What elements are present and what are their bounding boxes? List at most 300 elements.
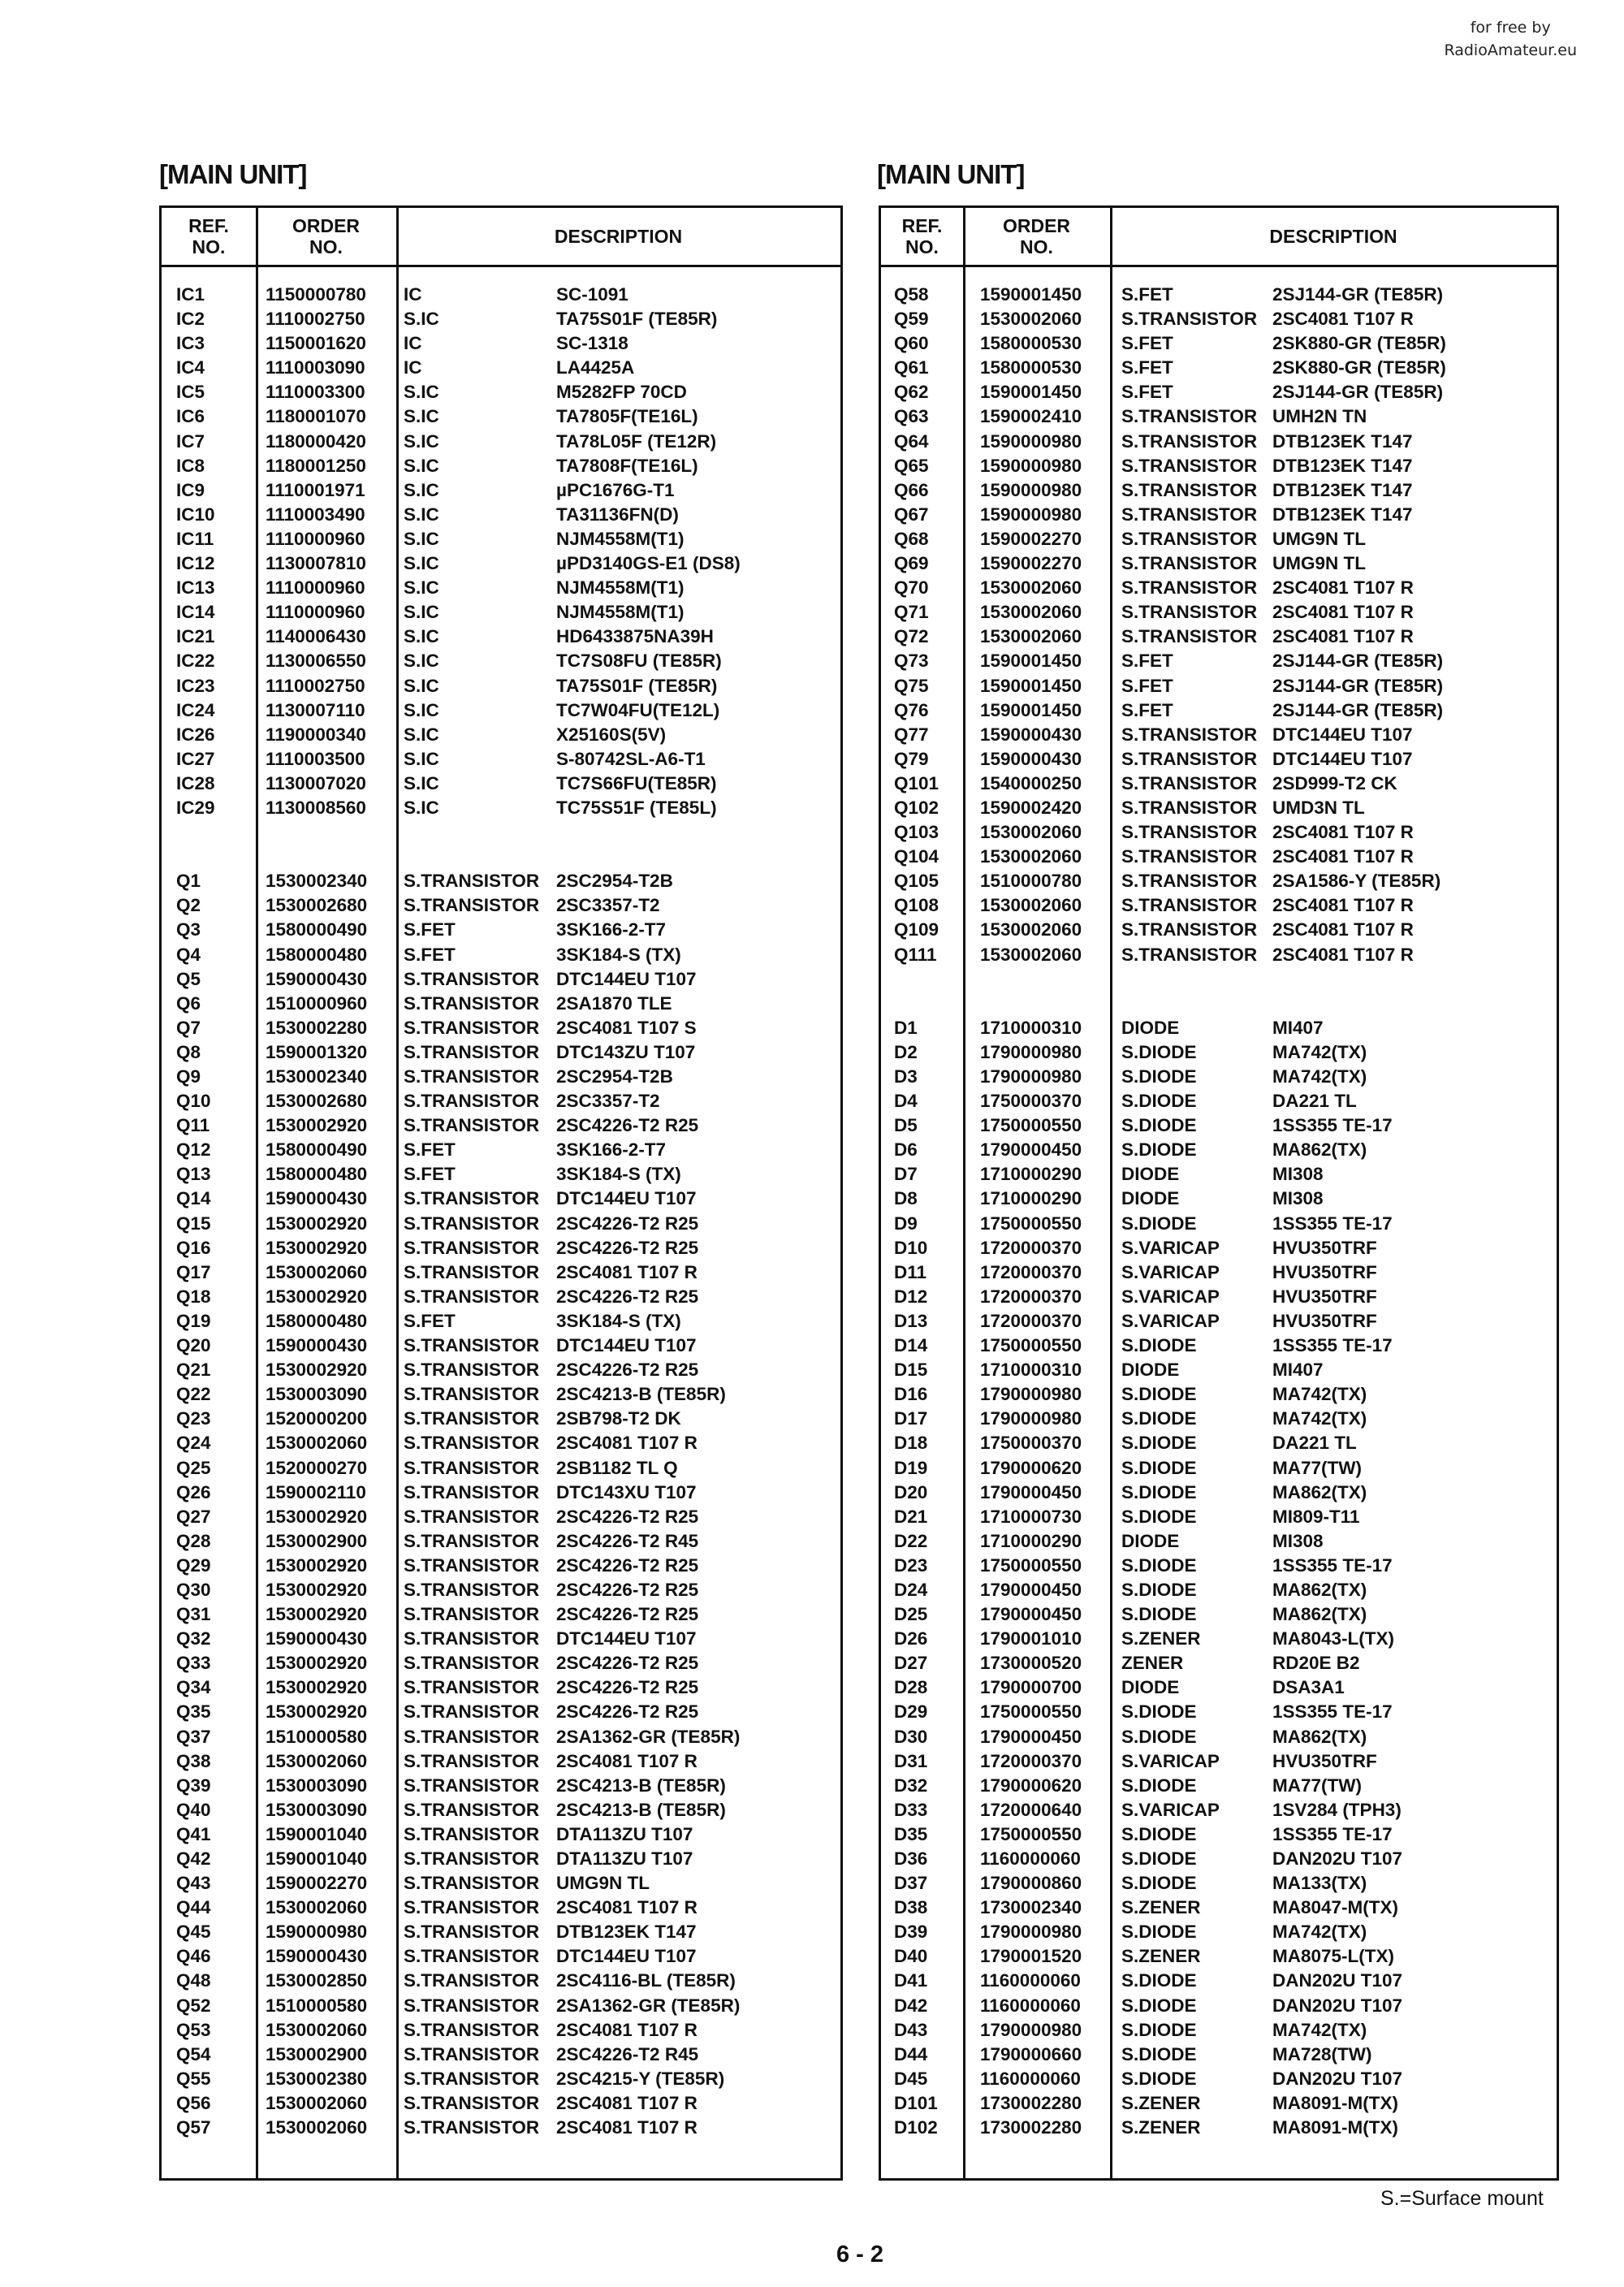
ref-no: IC4 bbox=[176, 357, 205, 378]
part-type: S.IC bbox=[404, 504, 439, 525]
order-no: 1580000490 bbox=[266, 1139, 368, 1161]
order-no: 1530002060 bbox=[266, 1897, 368, 1918]
part-number: DTB123EK T147 bbox=[1272, 430, 1413, 452]
part-type: S.VARICAP bbox=[1121, 1310, 1220, 1331]
part-number: SC-1091 bbox=[556, 284, 628, 305]
part-number: NJM4558M(T1) bbox=[556, 602, 685, 623]
table-row bbox=[162, 1529, 840, 1554]
order-no: 1530002680 bbox=[266, 895, 368, 916]
part-type: S.TRANSISTOR bbox=[404, 1286, 540, 1307]
ref-no: Q9 bbox=[176, 1066, 201, 1087]
table-row bbox=[162, 2091, 840, 2116]
ref-no: D38 bbox=[894, 1897, 928, 1918]
ref-no: Q59 bbox=[894, 309, 929, 330]
part-number: DTC144EU T107 bbox=[1272, 748, 1413, 769]
order-no: 1160000060 bbox=[980, 1995, 1081, 2016]
part-type: S.VARICAP bbox=[1121, 1261, 1220, 1282]
order-no: 1750000550 bbox=[980, 1115, 1082, 1136]
order-no: 1730000520 bbox=[980, 1653, 1082, 1674]
order-no: 1540000250 bbox=[980, 772, 1082, 793]
order-no: 1790001520 bbox=[980, 1946, 1082, 1967]
part-type: S.IC bbox=[404, 699, 439, 720]
ref-no: D2 bbox=[894, 1041, 918, 1062]
table-row bbox=[162, 1162, 840, 1187]
ref-no: Q79 bbox=[894, 748, 929, 769]
part-type: S.TRANSISTOR bbox=[404, 1213, 540, 1234]
part-type: S.TRANSISTOR bbox=[404, 1628, 540, 1649]
table-row bbox=[162, 1627, 840, 1651]
table-row bbox=[162, 503, 840, 527]
part-type: S.TRANSISTOR bbox=[1121, 871, 1258, 892]
ref-no: IC8 bbox=[176, 455, 205, 476]
order-no: 1590001040 bbox=[266, 1848, 368, 1869]
part-type: S.VARICAP bbox=[1121, 1750, 1220, 1771]
ref-no: Q35 bbox=[176, 1701, 211, 1723]
part-type: S.TRANSISTOR bbox=[404, 2092, 540, 2113]
order-no: 1160000060 bbox=[980, 2068, 1081, 2089]
table-row bbox=[162, 1969, 840, 1993]
ref-no: Q31 bbox=[176, 1604, 211, 1625]
part-type: S.TRANSISTOR bbox=[404, 1897, 540, 1918]
part-number: MA77(TW) bbox=[1272, 1457, 1362, 1478]
order-no: 1520000270 bbox=[266, 1457, 368, 1478]
table-row bbox=[881, 1602, 1557, 1627]
table-row bbox=[881, 1260, 1557, 1285]
part-type: S.DIODE bbox=[1121, 1701, 1197, 1723]
part-number: 1SS355 TE-17 bbox=[1272, 1335, 1393, 1356]
order-no: 1530002900 bbox=[266, 1530, 368, 1551]
part-number: 2SC4213-B (TE85R) bbox=[556, 1775, 726, 1796]
ref-no: IC26 bbox=[176, 724, 215, 745]
part-number: DTC143ZU T107 bbox=[556, 1041, 696, 1062]
order-no: 1130006550 bbox=[266, 651, 366, 672]
order-no: 1580000480 bbox=[266, 1310, 368, 1331]
blank-row bbox=[162, 820, 840, 845]
part-type: S.IC bbox=[404, 577, 439, 599]
order-no: 1530002060 bbox=[266, 1433, 368, 1454]
ref-no: D44 bbox=[894, 2043, 928, 2064]
part-type: S.TRANSISTOR bbox=[404, 1506, 540, 1527]
order-no: 1590000430 bbox=[266, 1188, 368, 1209]
part-number: 2SC4226-T2 R25 bbox=[556, 1604, 699, 1625]
ref-no: D101 bbox=[894, 2092, 938, 2113]
order-no: 1790000450 bbox=[980, 1579, 1082, 1600]
part-number: MA8043-L(TX) bbox=[1272, 1628, 1395, 1649]
part-number: MA742(TX) bbox=[1272, 2019, 1367, 2040]
part-type: S.TRANSISTOR bbox=[404, 1188, 540, 1209]
part-type: S.TRANSISTOR bbox=[1121, 797, 1258, 818]
order-no: 1530002060 bbox=[980, 602, 1082, 623]
order-no: 1110002750 bbox=[266, 675, 365, 696]
part-type: S.TRANSISTOR bbox=[1121, 724, 1258, 745]
table-row bbox=[881, 1382, 1557, 1407]
part-number: UMG9N TL bbox=[1272, 528, 1366, 549]
order-no: 1530002060 bbox=[980, 822, 1082, 843]
ref-no: Q101 bbox=[894, 772, 939, 793]
part-type: S.TRANSISTOR bbox=[1121, 748, 1258, 769]
order-no: 1590002420 bbox=[980, 797, 1082, 818]
table-header bbox=[162, 208, 840, 267]
ref-no: Q20 bbox=[176, 1335, 211, 1356]
part-number: DAN202U T107 bbox=[1272, 2068, 1403, 2089]
order-no: 1750000550 bbox=[980, 1701, 1082, 1723]
table-row bbox=[881, 845, 1557, 869]
order-no: 1530002060 bbox=[980, 577, 1082, 599]
order-no: 1530002920 bbox=[266, 1286, 368, 1307]
ref-no: Q23 bbox=[176, 1408, 211, 1429]
part-type: S.DIODE bbox=[1121, 1775, 1197, 1796]
order-no: 1720000640 bbox=[980, 1799, 1082, 1820]
table-row bbox=[881, 1774, 1557, 1798]
part-number: 2SC4116-BL (TE85R) bbox=[556, 1970, 736, 1991]
part-type: S.IC bbox=[404, 675, 439, 696]
ref-no: D25 bbox=[894, 1604, 928, 1625]
part-number: UMD3N TL bbox=[1272, 797, 1365, 818]
part-type: DIODE bbox=[1121, 1677, 1180, 1698]
order-no: 1790000980 bbox=[980, 1384, 1082, 1405]
order-no: 1710000310 bbox=[980, 1017, 1082, 1038]
table-row bbox=[162, 2043, 840, 2067]
header-ref-no bbox=[162, 208, 256, 265]
table-row bbox=[881, 331, 1557, 356]
table-row bbox=[881, 1554, 1557, 1578]
ref-no: Q22 bbox=[176, 1384, 211, 1405]
table-row bbox=[881, 1700, 1557, 1724]
part-type: S.DIODE bbox=[1121, 1873, 1197, 1894]
part-number: S-80742SL-A6-T1 bbox=[556, 748, 706, 769]
ref-no: IC11 bbox=[176, 528, 214, 549]
ref-no: Q2 bbox=[176, 895, 201, 916]
part-type: S.IC bbox=[404, 748, 439, 769]
ref-no: D41 bbox=[894, 1970, 928, 1991]
part-type: S.FET bbox=[1121, 651, 1173, 672]
ref-no: Q55 bbox=[176, 2068, 211, 2089]
table-row bbox=[881, 723, 1557, 747]
table-row bbox=[162, 1187, 840, 1211]
order-no: 1710000290 bbox=[980, 1530, 1082, 1551]
table-row bbox=[881, 1236, 1557, 1260]
table-row bbox=[881, 2018, 1557, 2043]
header-order-label: ORDER bbox=[292, 215, 361, 236]
table-row bbox=[162, 1871, 840, 1896]
part-number: LA4425A bbox=[556, 357, 635, 378]
part-number: MA862(TX) bbox=[1272, 1481, 1367, 1502]
order-no: 1590000430 bbox=[266, 1335, 368, 1356]
table-row bbox=[881, 1334, 1557, 1358]
table-row bbox=[881, 1481, 1557, 1505]
ref-no: IC29 bbox=[176, 797, 215, 818]
part-number: 2SC4081 T107 R bbox=[1272, 895, 1414, 916]
part-number: DTC144EU T107 bbox=[556, 1188, 697, 1209]
part-number: 2SJ144-GR (TE85R) bbox=[1272, 699, 1444, 720]
order-no: 1530002920 bbox=[266, 1653, 368, 1674]
order-no: 1720000370 bbox=[980, 1237, 1082, 1258]
part-number: 2SD999-T2 CK bbox=[1272, 772, 1397, 793]
table-row bbox=[881, 1358, 1557, 1382]
order-no: 1510000780 bbox=[980, 871, 1082, 892]
part-number: DTC144EU T107 bbox=[556, 1628, 697, 1649]
order-no: 1710000730 bbox=[980, 1506, 1082, 1527]
table-row bbox=[162, 992, 840, 1016]
order-no: 1530002280 bbox=[266, 1017, 368, 1038]
ref-no: Q61 bbox=[894, 357, 929, 378]
order-no: 1130007810 bbox=[266, 553, 366, 574]
table-row bbox=[162, 1896, 840, 1920]
order-no: 1750000550 bbox=[980, 1213, 1082, 1234]
part-number: 2SC4226-T2 R25 bbox=[556, 1579, 699, 1600]
ref-no: Q68 bbox=[894, 528, 929, 549]
ref-no: IC12 bbox=[176, 553, 215, 574]
ref-no: IC3 bbox=[176, 333, 205, 354]
part-type: S.FET bbox=[1121, 382, 1173, 403]
part-number: 2SC2954-T2B bbox=[556, 871, 673, 892]
ref-no: D27 bbox=[894, 1653, 928, 1674]
ref-no: D3 bbox=[894, 1066, 918, 1087]
part-number: MI809-T11 bbox=[1272, 1506, 1360, 1527]
part-type: S.DIODE bbox=[1121, 1384, 1197, 1405]
order-no: 1590001450 bbox=[980, 699, 1082, 720]
order-no: 1590002110 bbox=[266, 1481, 366, 1502]
table-row bbox=[162, 1725, 840, 1749]
ref-no: D8 bbox=[894, 1188, 918, 1209]
part-number: DA221 TL bbox=[1272, 1433, 1357, 1454]
table-row bbox=[881, 747, 1557, 772]
table-row bbox=[881, 454, 1557, 478]
part-number: DAN202U T107 bbox=[1272, 1970, 1403, 1991]
table-row bbox=[881, 918, 1557, 942]
ref-no: IC21 bbox=[176, 626, 215, 647]
table-row bbox=[162, 1065, 840, 1089]
part-number: NJM4558M(T1) bbox=[556, 577, 685, 599]
table-row bbox=[162, 1456, 840, 1481]
part-type: S.TRANSISTOR bbox=[1121, 553, 1258, 574]
part-number: UMG9N TL bbox=[556, 1873, 650, 1894]
part-number: TA31136FN(D) bbox=[556, 504, 679, 525]
order-no: 1520000200 bbox=[266, 1408, 368, 1429]
part-type: S.IC bbox=[404, 406, 439, 427]
table-row bbox=[881, 2043, 1557, 2067]
order-no: 1790000980 bbox=[980, 1922, 1082, 1943]
page-number: 6 - 2 bbox=[836, 2242, 884, 2268]
ref-no: Q64 bbox=[894, 430, 929, 452]
order-no: 1590000430 bbox=[266, 1628, 368, 1649]
table-row bbox=[881, 796, 1557, 820]
part-type: S.TRANSISTOR bbox=[404, 2068, 540, 2089]
part-type: ZENER bbox=[1121, 1653, 1184, 1674]
ref-no: D21 bbox=[894, 1506, 928, 1527]
order-no: 1580000530 bbox=[980, 333, 1082, 354]
order-no: 1110003490 bbox=[266, 504, 365, 525]
part-type: DIODE bbox=[1121, 1164, 1180, 1185]
part-type: S.TRANSISTOR bbox=[1121, 895, 1258, 916]
order-no: 1750000550 bbox=[980, 1823, 1082, 1844]
part-number: MA8047-M(TX) bbox=[1272, 1897, 1399, 1918]
order-no: 1510000960 bbox=[266, 992, 368, 1014]
table-row bbox=[881, 1627, 1557, 1651]
table-row bbox=[162, 772, 840, 796]
order-no: 1530002060 bbox=[980, 944, 1082, 965]
ref-no: Q4 bbox=[176, 944, 201, 965]
order-no: 1530002340 bbox=[266, 871, 368, 892]
table-row bbox=[162, 1578, 840, 1602]
part-number: MI308 bbox=[1272, 1530, 1324, 1551]
ref-no: D19 bbox=[894, 1457, 928, 1478]
part-number: 3SK166-2-T7 bbox=[556, 1139, 667, 1161]
order-no: 1590000430 bbox=[266, 968, 368, 989]
part-type: S.TRANSISTOR bbox=[1121, 455, 1258, 476]
ref-no: IC22 bbox=[176, 651, 215, 672]
table-row bbox=[881, 1138, 1557, 1162]
header-no-label: NO. bbox=[309, 236, 343, 257]
table-row bbox=[162, 430, 840, 454]
part-number: 2SC3357-T2 bbox=[556, 1091, 660, 1112]
part-number: MI308 bbox=[1272, 1188, 1324, 1209]
ref-no: Q5 bbox=[176, 968, 201, 989]
order-no: 1530002920 bbox=[266, 1115, 368, 1136]
ref-no: Q19 bbox=[176, 1310, 211, 1331]
parts-table-right bbox=[879, 205, 1559, 2181]
part-number: SC-1318 bbox=[556, 333, 628, 354]
part-number: DTC143XU T107 bbox=[556, 1481, 697, 1502]
order-no: 1110002750 bbox=[266, 309, 365, 330]
part-number: 2SC4081 T107 R bbox=[1272, 309, 1414, 330]
ref-no: D11 bbox=[894, 1261, 927, 1282]
order-no: 1530002920 bbox=[266, 1360, 368, 1381]
ref-no: D24 bbox=[894, 1579, 928, 1600]
table-row bbox=[881, 1407, 1557, 1431]
table-row bbox=[881, 430, 1557, 454]
ref-no: Q102 bbox=[894, 797, 939, 818]
table-row bbox=[881, 576, 1557, 600]
part-number: 2SC4081 T107 R bbox=[556, 2092, 698, 2113]
table-row bbox=[162, 1651, 840, 1675]
ref-no: Q104 bbox=[894, 846, 939, 867]
part-type: S.IC bbox=[404, 626, 439, 647]
order-no: 1720000370 bbox=[980, 1286, 1082, 1307]
part-number: MA862(TX) bbox=[1272, 1726, 1367, 1747]
part-number: RD20E B2 bbox=[1272, 1653, 1360, 1674]
ref-no: D36 bbox=[894, 1848, 928, 1869]
order-no: 1580000530 bbox=[980, 357, 1082, 378]
ref-no: D32 bbox=[894, 1775, 928, 1796]
part-number: 2SC4215-Y (TE85R) bbox=[556, 2068, 725, 2089]
part-number: TA78L05F (TE12R) bbox=[556, 430, 717, 452]
table-row bbox=[162, 723, 840, 747]
part-type: S.FET bbox=[1121, 357, 1173, 378]
ref-no: D15 bbox=[894, 1360, 928, 1381]
part-type: S.ZENER bbox=[1121, 1628, 1201, 1649]
order-no: 1510000580 bbox=[266, 1995, 368, 2016]
order-no: 1750000550 bbox=[980, 1335, 1082, 1356]
order-no: 1530002060 bbox=[980, 309, 1082, 330]
ref-no: IC23 bbox=[176, 675, 215, 696]
ref-no: Q69 bbox=[894, 553, 929, 574]
part-number: HVU350TRF bbox=[1272, 1310, 1377, 1331]
ref-no: IC6 bbox=[176, 406, 205, 427]
part-number: 3SK184-S (TX) bbox=[556, 1164, 681, 1185]
table-row bbox=[881, 2116, 1557, 2140]
order-no: 1110000960 bbox=[266, 602, 365, 623]
table-row bbox=[881, 1822, 1557, 1847]
part-number: 2SC4226-T2 R25 bbox=[556, 1653, 699, 1674]
order-no: 1730002280 bbox=[980, 2092, 1082, 2113]
table-row bbox=[162, 1309, 840, 1334]
part-type: S.TRANSISTOR bbox=[1121, 309, 1258, 330]
table-row bbox=[881, 1725, 1557, 1749]
ref-no: IC24 bbox=[176, 699, 215, 720]
part-type: S.TRANSISTOR bbox=[404, 1848, 540, 1869]
part-number: 2SA1362-GR (TE85R) bbox=[556, 1995, 741, 2016]
ref-no: D26 bbox=[894, 1628, 928, 1649]
part-number: 1SV284 (TPH3) bbox=[1272, 1799, 1402, 1820]
order-no: 1580000480 bbox=[266, 1164, 368, 1185]
table-row bbox=[162, 478, 840, 503]
table-row bbox=[881, 943, 1557, 967]
part-number: TA7805F(TE16L) bbox=[556, 406, 698, 427]
table-header bbox=[881, 208, 1557, 267]
order-no: 1530002060 bbox=[266, 2019, 368, 2040]
order-no: 1530002920 bbox=[266, 1237, 368, 1258]
ref-no: Q3 bbox=[176, 919, 201, 940]
ref-no: Q27 bbox=[176, 1506, 211, 1527]
table-row bbox=[162, 1407, 840, 1431]
part-number: 2SA1362-GR (TE85R) bbox=[556, 1726, 741, 1747]
order-no: 1150001620 bbox=[266, 333, 366, 354]
part-type: S.TRANSISTOR bbox=[404, 1554, 540, 1576]
order-no: 1590001450 bbox=[980, 651, 1082, 672]
order-no: 1790000980 bbox=[980, 2019, 1082, 2040]
part-number: µPC1676G-T1 bbox=[556, 479, 675, 500]
order-no: 1530002920 bbox=[266, 1213, 368, 1234]
header-no-label: NO. bbox=[1020, 236, 1053, 257]
order-no: 1590000980 bbox=[980, 430, 1082, 452]
table-row bbox=[881, 380, 1557, 404]
part-type: S.FET bbox=[1121, 284, 1173, 305]
part-type: S.TRANSISTOR bbox=[404, 1873, 540, 1894]
table-row bbox=[881, 1456, 1557, 1481]
order-no: 1110000960 bbox=[266, 577, 365, 599]
part-number: DTC144EU T107 bbox=[556, 968, 697, 989]
table-row bbox=[881, 356, 1557, 380]
order-no: 1590002270 bbox=[980, 553, 1082, 574]
part-type: S.TRANSISTOR bbox=[1121, 602, 1258, 623]
part-number: 2SB1182 TL Q bbox=[556, 1457, 678, 1478]
order-no: 1530002850 bbox=[266, 1970, 368, 1991]
order-no: 1790000980 bbox=[980, 1066, 1082, 1087]
order-no: 1180000420 bbox=[266, 430, 366, 452]
part-number: 2SJ144-GR (TE85R) bbox=[1272, 651, 1444, 672]
part-number: DAN202U T107 bbox=[1272, 1848, 1403, 1869]
table-row bbox=[881, 307, 1557, 331]
part-number: 2SC4213-B (TE85R) bbox=[556, 1799, 726, 1820]
table-row bbox=[162, 1700, 840, 1724]
part-number: DTB123EK T147 bbox=[556, 1922, 697, 1943]
ref-no: D43 bbox=[894, 2019, 928, 2040]
part-number: DTC144EU T107 bbox=[556, 1335, 697, 1356]
header-no-label: NO. bbox=[192, 236, 226, 257]
ref-no: D6 bbox=[894, 1139, 918, 1161]
part-type: S.TRANSISTOR bbox=[1121, 577, 1258, 599]
order-no: 1590000980 bbox=[980, 504, 1082, 525]
order-no: 1790001010 bbox=[980, 1628, 1082, 1649]
table-row bbox=[881, 503, 1557, 527]
order-no: 1140006430 bbox=[266, 626, 366, 647]
order-no: 1590001320 bbox=[266, 1041, 368, 1062]
order-no: 1590001450 bbox=[980, 382, 1082, 403]
ref-no: Q63 bbox=[894, 406, 929, 427]
ref-no: Q43 bbox=[176, 1873, 211, 1894]
ref-no: Q46 bbox=[176, 1946, 211, 1967]
